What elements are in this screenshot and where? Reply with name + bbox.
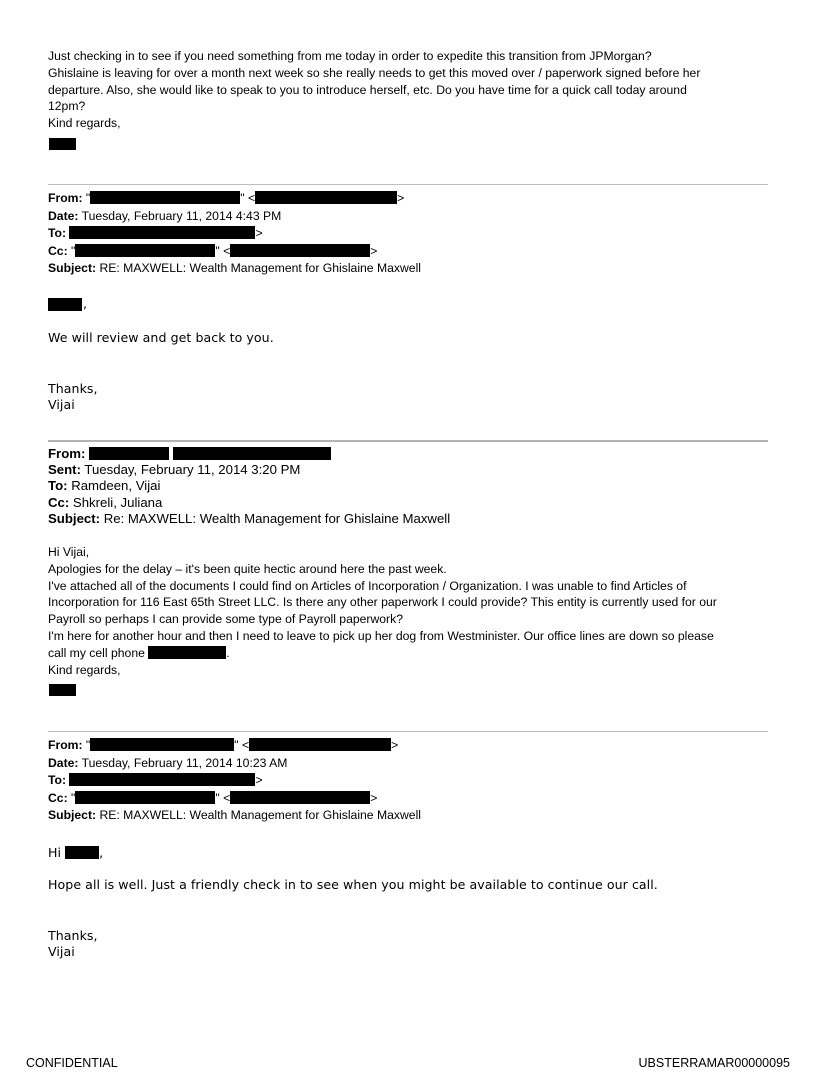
date-row bbox=[48, 755, 421, 773]
to-value: Ramdeen, Vijai bbox=[71, 478, 161, 494]
redacted-greeting-name bbox=[65, 846, 99, 859]
subject-label: Subject: bbox=[48, 808, 97, 822]
intro-line: 12pm? bbox=[48, 99, 86, 114]
confidential-label: CONFIDENTIAL bbox=[26, 1056, 118, 1070]
email-body bbox=[48, 544, 788, 678]
date-label: Date: bbox=[48, 208, 79, 223]
body-line: Apologies for the delay – it's been quite hectic around here the past week. bbox=[48, 561, 447, 576]
to-label: To: bbox=[48, 226, 67, 240]
divider bbox=[48, 440, 768, 442]
subject-row bbox=[48, 511, 450, 527]
email-header bbox=[48, 190, 421, 278]
subject-label: Subject: bbox=[48, 510, 101, 526]
body-line: I've attached all of the documents I could find on Articles of Incorporation / Organization. I was unable to find Articles of bbox=[48, 578, 687, 593]
body-line: Payroll so perhaps I can provide some type of Payroll paperwork? bbox=[48, 612, 403, 627]
date-value: Tuesday, February 11, 2014 4:43 PM bbox=[81, 208, 282, 223]
subject-row bbox=[48, 807, 421, 825]
cc-label: Cc: bbox=[48, 243, 68, 258]
date-label: Date: bbox=[48, 755, 79, 770]
greeting-line: Hi , bbox=[48, 845, 104, 860]
greeting: Hi Vijai, bbox=[48, 545, 90, 559]
cc-row bbox=[48, 495, 450, 511]
sent-label: Sent: bbox=[48, 462, 81, 478]
divider bbox=[48, 731, 768, 732]
subject-value: RE: MAXWELL: Wealth Management for Ghislaine Maxwell bbox=[99, 808, 421, 822]
redacted-name bbox=[90, 191, 240, 204]
sent-value: Tuesday, February 11, 2014 3:20 PM bbox=[84, 462, 301, 478]
body-line: I'm here for another hour and then I need to leave to pick up her dog from Westminister. Our office lines are down so please bbox=[48, 628, 714, 643]
redacted-cc-email bbox=[230, 244, 370, 257]
redacted-signature bbox=[49, 138, 76, 150]
from-row: From: " " < > bbox=[48, 738, 399, 752]
cc-row: Cc: " " < > bbox=[48, 243, 378, 258]
redacted-name bbox=[90, 738, 234, 751]
redacted-signature bbox=[49, 684, 76, 696]
to-row: To: > bbox=[48, 226, 263, 240]
redacted-cc-email bbox=[230, 791, 370, 804]
email-header bbox=[48, 737, 421, 825]
email-closing: Thanks, bbox=[48, 381, 98, 396]
redacted-greeting-name bbox=[48, 298, 82, 311]
subject-label: Subject: bbox=[48, 261, 97, 275]
email-signature: Vijai bbox=[48, 397, 75, 412]
from-label: From: bbox=[48, 738, 83, 752]
to-label: To: bbox=[48, 773, 67, 787]
subject-value: RE: MAXWELL: Wealth Management for Ghislaine Maxwell bbox=[99, 261, 421, 275]
redacted-sender-name bbox=[89, 447, 169, 460]
email-signature: Vijai bbox=[48, 944, 75, 959]
phone-line: call my cell phone . bbox=[48, 645, 230, 660]
to-label: To: bbox=[48, 478, 68, 494]
greeting-comma: , bbox=[83, 296, 88, 311]
redacted-phone bbox=[148, 646, 226, 659]
from-row: From: " " < > bbox=[48, 191, 405, 205]
email-header bbox=[48, 446, 450, 527]
intro-line: Just checking in to see if you need something from me today in order to expedite this transition from JPMorgan? bbox=[48, 49, 652, 63]
redacted-recipient bbox=[69, 226, 255, 239]
subject-row bbox=[48, 260, 421, 278]
redacted-sender-email bbox=[173, 447, 331, 460]
sent-row bbox=[48, 462, 450, 478]
redacted-email bbox=[255, 191, 397, 204]
subject-value: Re: MAXWELL: Wealth Management for Ghislaine Maxwell bbox=[103, 510, 451, 526]
body-line: Incorporation for 116 East 65th Street LLC. Is there any other paperwork I could provide? This entity is currently used for our bbox=[48, 595, 717, 610]
redacted-email bbox=[249, 738, 391, 751]
cc-label: Cc: bbox=[48, 494, 70, 510]
date-value: Tuesday, February 11, 2014 10:23 AM bbox=[81, 755, 288, 770]
redacted-cc-name bbox=[75, 244, 215, 257]
bates-number: UBSTERRAMAR00000095 bbox=[638, 1056, 790, 1070]
email-body: Hope all is well. Just a friendly check in to see when you might be available to continue our call. bbox=[48, 877, 658, 892]
email-closing: Thanks, bbox=[48, 928, 98, 943]
date-row bbox=[48, 208, 421, 226]
redacted-cc-name bbox=[75, 791, 215, 804]
from-row bbox=[48, 446, 450, 462]
redacted-recipient bbox=[69, 773, 255, 786]
cc-row: Cc: " " < > bbox=[48, 790, 378, 805]
divider bbox=[48, 184, 768, 185]
intro-closing: Kind regards, bbox=[48, 116, 121, 131]
to-row: To: > bbox=[48, 773, 263, 787]
email-closing: Kind regards, bbox=[48, 662, 121, 677]
from-label: From: bbox=[48, 191, 83, 205]
email-body: We will review and get back to you. bbox=[48, 330, 274, 345]
intro-line: departure. Also, she would like to speak to you to introduce herself, etc. Do you have time for a quick call today around bbox=[48, 82, 687, 97]
from-label: From: bbox=[48, 446, 86, 461]
cc-value: Shkreli, Juliana bbox=[72, 494, 163, 510]
to-row bbox=[48, 478, 450, 494]
cc-label: Cc: bbox=[48, 790, 68, 805]
intro-message bbox=[48, 48, 788, 132]
greeting: Hi bbox=[48, 845, 62, 860]
phone-prefix: call my cell phone bbox=[48, 645, 145, 660]
intro-line: Ghislaine is leaving for over a month next week so she really needs to get this moved over / paperwork signed before her bbox=[48, 65, 701, 80]
